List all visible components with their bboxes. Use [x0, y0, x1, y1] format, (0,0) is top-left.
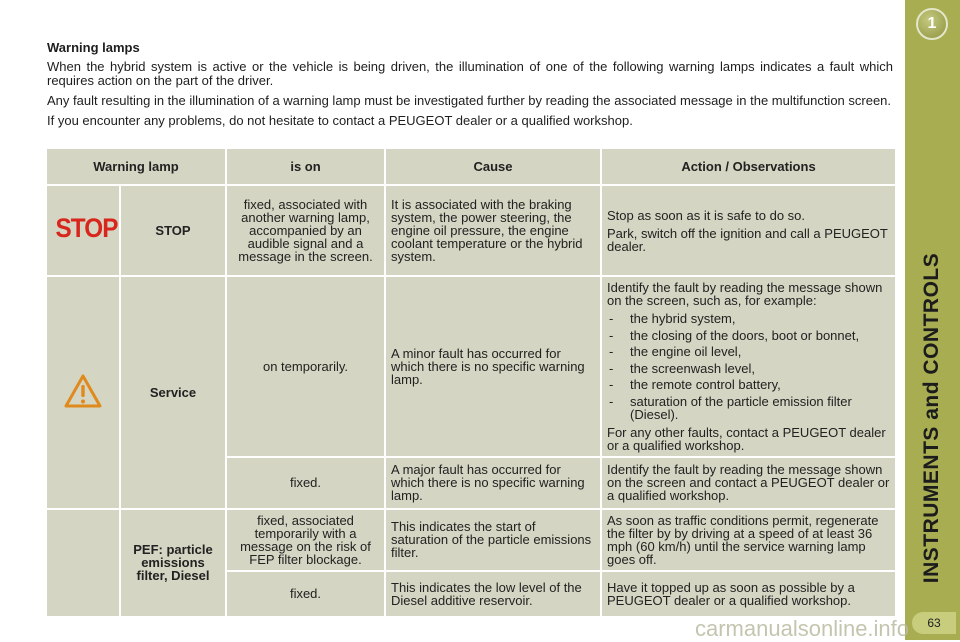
service-1-is-on: on temporarily.: [227, 277, 384, 456]
service-2-is-on: fixed.: [227, 458, 384, 508]
stop-lamp-cell: [47, 186, 119, 275]
intro-paragraph-1: When the hybrid system is active or the vehicle is being driven, the illumination of one of the following warning lamps indicates a fault which requires action on the part of the driver.: [47, 59, 893, 88]
watermark: carmanualsonline.info: [695, 616, 910, 641]
service-1-action-intro: Identify the fault by reading the message shown on the screen, such as, for example:: [607, 280, 883, 308]
pef-2-is-on: fixed.: [227, 572, 384, 616]
service-2-cause: A major fault has occurred for which there is no specific warning lamp.: [386, 458, 600, 508]
stop-warning-icon: STOP: [55, 213, 118, 243]
service-1-cause: A minor fault has occurred for which there is no specific warning lamp.: [386, 277, 600, 456]
header-action: Action / Observations: [602, 149, 895, 184]
stop-action-line-2: Park, switch off the ignition and call a PEUGEOT dealer.: [607, 225, 888, 254]
service-1-fault-list: [607, 312, 890, 421]
stop-is-on: fixed, associated with another warning lamp, accompanied by an audible signal and a message in the screen.: [227, 186, 384, 275]
service-lamp-name: Service: [121, 277, 225, 508]
header-warning-lamp: Warning lamp: [47, 149, 225, 184]
table-row-pef-1: [47, 510, 895, 570]
pef-1-is-on: fixed, associated temporarily with a message on the risk of FEP filter blockage.: [227, 510, 384, 570]
page-number: 63: [912, 612, 956, 634]
intro-paragraph-2: Any fault resulting in the illumination of a warning lamp must be investigated further by reading the associated message in the multifunction screen.: [47, 93, 892, 108]
service-1-action-outro: For any other faults, contact a PEUGEOT dealer or a qualified workshop.: [607, 424, 886, 453]
table-row-stop: [47, 186, 895, 275]
list-item: - the remote control battery,: [607, 378, 890, 391]
pef-1-cause: This indicates the start of saturation of the particle emissions filter.: [386, 510, 600, 570]
service-lamp-cell: [47, 277, 119, 508]
chapter-title: INSTRUMENTS and CONTROLS: [920, 252, 943, 584]
list-item: - the screenwash level,: [607, 362, 890, 375]
stop-lamp-name: STOP: [121, 186, 225, 275]
service-warning-triangle-icon: [63, 373, 103, 409]
pef-2-cause: This indicates the low level of the Diesel additive reservoir.: [386, 572, 600, 616]
table-header-row: [47, 149, 895, 184]
service-1-action: [602, 277, 895, 456]
header-cause: Cause: [386, 149, 600, 184]
list-item: - the hybrid system,: [607, 312, 890, 325]
stop-cause: It is associated with the braking system, the power steering, the engine oil pressure, the engine coolant temperature or the hybrid system.: [386, 186, 600, 275]
warning-lamps-table: [45, 147, 897, 618]
table-row-service-1: [47, 277, 895, 456]
service-2-action: Identify the fault by reading the message shown on the screen and contact a PEUGEOT dealer or a qualified workshop.: [602, 458, 895, 508]
chapter-number-badge: 1: [916, 8, 948, 40]
pef-lamp-cell: [47, 510, 119, 616]
intro-section: [47, 40, 893, 134]
pef-2-action: Have it topped up as soon as possible by a PEUGEOT dealer or a qualified workshop.: [602, 572, 895, 616]
list-item: - saturation of the particle emission filter (Diesel).: [607, 395, 890, 421]
section-heading: Warning lamps: [47, 40, 140, 55]
pef-1-action: As soon as traffic conditions permit, regenerate the filter by by driving at a speed of at least 36 mph (60 km/h) until the service warning lamp goes off.: [602, 510, 895, 570]
stop-action: [602, 186, 895, 275]
pef-lamp-name: PEF: particle emissions filter, Diesel: [121, 510, 225, 616]
list-item: - the closing of the doors, boot or bonnet,: [607, 329, 890, 342]
list-item: - the engine oil level,: [607, 345, 890, 358]
stop-action-line-1: Stop as soon as it is safe to do so.: [607, 207, 806, 223]
header-is-on: is on: [227, 149, 384, 184]
intro-paragraph-3: If you encounter any problems, do not hesitate to contact a PEUGEOT dealer or a qualified workshop.: [47, 113, 633, 128]
